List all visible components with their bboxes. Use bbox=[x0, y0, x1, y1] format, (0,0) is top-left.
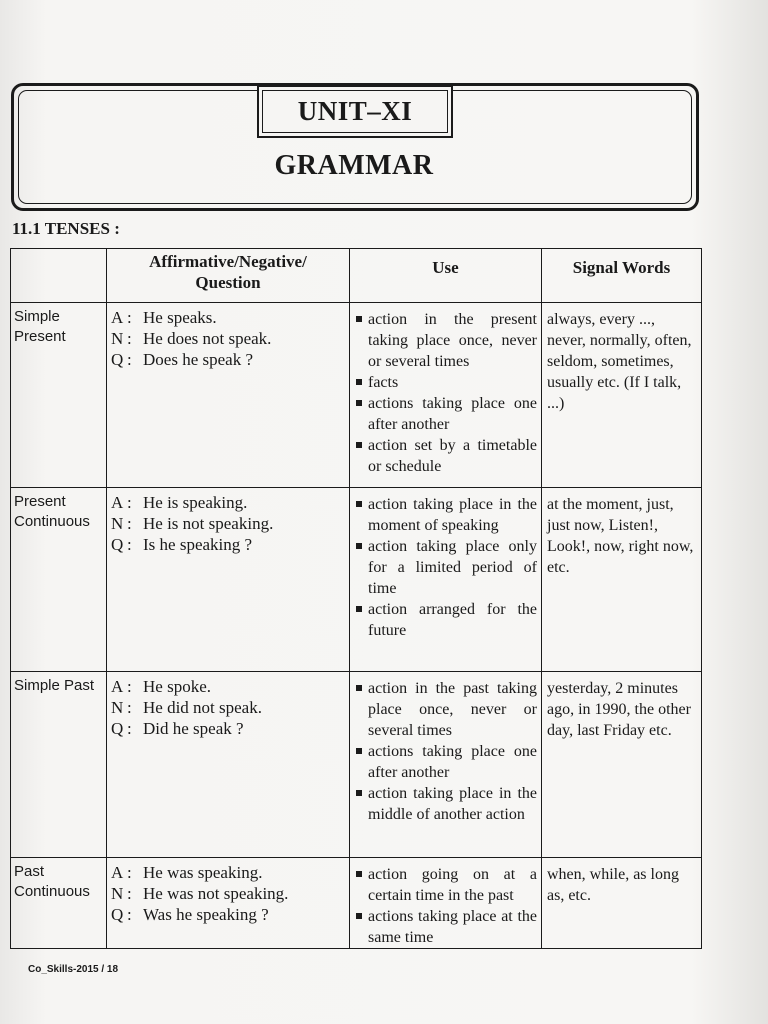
form-key: A bbox=[111, 863, 124, 882]
form-colon: : bbox=[127, 905, 132, 924]
list-item: action taking place in the middle of another action bbox=[354, 783, 537, 825]
form-colon: : bbox=[127, 514, 132, 533]
list-item: action going on at a certain time in the past bbox=[354, 864, 537, 906]
list-item: action in the past taking place once, never or several times bbox=[354, 678, 537, 741]
form-colon: : bbox=[127, 677, 132, 696]
tense-forms bbox=[107, 303, 350, 488]
table-row bbox=[11, 858, 702, 949]
form-line bbox=[111, 676, 349, 697]
list-item: facts bbox=[354, 372, 537, 393]
form-key: N bbox=[111, 514, 124, 533]
list-item: action arranged for the future bbox=[354, 599, 537, 641]
form-key: A bbox=[111, 493, 124, 512]
form-key: N bbox=[111, 329, 124, 348]
form-text: He was speaking. bbox=[143, 863, 263, 882]
form-line bbox=[111, 883, 349, 904]
form-text: He was not speaking. bbox=[143, 884, 289, 903]
form-line bbox=[111, 349, 349, 370]
footer-code: Co_Skills-2015 / 18 bbox=[28, 964, 119, 975]
tenses-table bbox=[10, 248, 702, 949]
unit-label: UNIT–XI bbox=[262, 90, 448, 133]
form-line bbox=[111, 904, 349, 925]
form-text: He speaks. bbox=[143, 308, 217, 327]
signal-words: yesterday, 2 minutes ago, in 1990, the other day, last Friday etc. bbox=[542, 672, 702, 858]
tense-forms bbox=[107, 672, 350, 858]
list-item: action taking place in the moment of speaking bbox=[354, 494, 537, 536]
form-key: Q bbox=[111, 905, 124, 924]
list-item: action in the present taking place once, never or several times bbox=[354, 309, 537, 372]
form-colon: : bbox=[127, 884, 132, 903]
form-key: Q bbox=[111, 719, 124, 738]
list-item: actions taking place at the same time bbox=[354, 906, 537, 948]
table-row bbox=[11, 303, 702, 488]
form-text: He does not speak. bbox=[143, 329, 272, 348]
signal-words: at the moment, just, just now, Listen!, Look!, now, right now, etc. bbox=[542, 488, 702, 672]
form-colon: : bbox=[127, 329, 132, 348]
form-colon: : bbox=[127, 719, 132, 738]
signal-words: always, every ..., never, normally, often, seldom, sometimes, usually etc. (If I talk, ...) bbox=[542, 303, 702, 488]
form-line bbox=[111, 492, 349, 513]
form-key: A bbox=[111, 677, 124, 696]
uses-list bbox=[350, 488, 541, 641]
form-text: Did he speak ? bbox=[143, 719, 244, 738]
list-item: action taking place only for a limited period of time bbox=[354, 536, 537, 599]
tense-uses bbox=[350, 303, 542, 488]
list-item: action set by a timetable or schedule bbox=[354, 435, 537, 477]
header-signal-words: Signal Words bbox=[542, 249, 702, 303]
form-colon: : bbox=[127, 350, 132, 369]
list-item: actions taking place one after another bbox=[354, 741, 537, 783]
form-key: Q bbox=[111, 535, 124, 554]
table-header-row bbox=[11, 249, 702, 303]
form-line bbox=[111, 862, 349, 883]
tense-uses bbox=[350, 672, 542, 858]
uses-list bbox=[350, 858, 541, 948]
form-colon: : bbox=[127, 535, 132, 554]
form-line bbox=[111, 718, 349, 739]
tense-forms bbox=[107, 858, 350, 949]
uses-list bbox=[350, 303, 541, 477]
tense-uses bbox=[350, 488, 542, 672]
form-line bbox=[111, 697, 349, 718]
form-text: He did not speak. bbox=[143, 698, 262, 717]
tense-uses bbox=[350, 858, 542, 949]
form-text: He is speaking. bbox=[143, 493, 248, 512]
form-key: N bbox=[111, 884, 124, 903]
tense-name: Past Continuous bbox=[11, 858, 107, 949]
signal-words: when, while, as long as, etc. bbox=[542, 858, 702, 949]
form-colon: : bbox=[127, 493, 132, 512]
form-colon: : bbox=[127, 698, 132, 717]
section-heading: 11.1 TENSES : bbox=[12, 219, 120, 238]
form-line bbox=[111, 328, 349, 349]
form-colon: : bbox=[127, 308, 132, 327]
chapter-title: GRAMMAR bbox=[274, 150, 434, 181]
header-forms: Affirmative/Negative/ Question bbox=[107, 249, 350, 303]
form-text: Is he speaking ? bbox=[143, 535, 253, 554]
tense-forms bbox=[107, 488, 350, 672]
form-text: He is not speaking. bbox=[143, 514, 274, 533]
header-tense bbox=[11, 249, 107, 303]
form-text: Was he speaking ? bbox=[143, 905, 269, 924]
list-item: actions taking place one after another bbox=[354, 393, 537, 435]
form-key: Q bbox=[111, 350, 124, 369]
tense-name: Present Continuous bbox=[11, 488, 107, 672]
tense-name: Simple Past bbox=[11, 672, 107, 858]
uses-list bbox=[350, 672, 541, 825]
tense-name: Simple Present bbox=[11, 303, 107, 488]
form-text: Does he speak ? bbox=[143, 350, 253, 369]
table-row bbox=[11, 672, 702, 858]
form-colon: : bbox=[127, 863, 132, 882]
header-use: Use bbox=[350, 249, 542, 303]
form-line bbox=[111, 307, 349, 328]
form-key: A bbox=[111, 308, 124, 327]
table-row bbox=[11, 488, 702, 672]
form-line bbox=[111, 513, 349, 534]
unit-box bbox=[257, 85, 453, 138]
form-line bbox=[111, 534, 349, 555]
form-text: He spoke. bbox=[143, 677, 211, 696]
form-key: N bbox=[111, 698, 124, 717]
